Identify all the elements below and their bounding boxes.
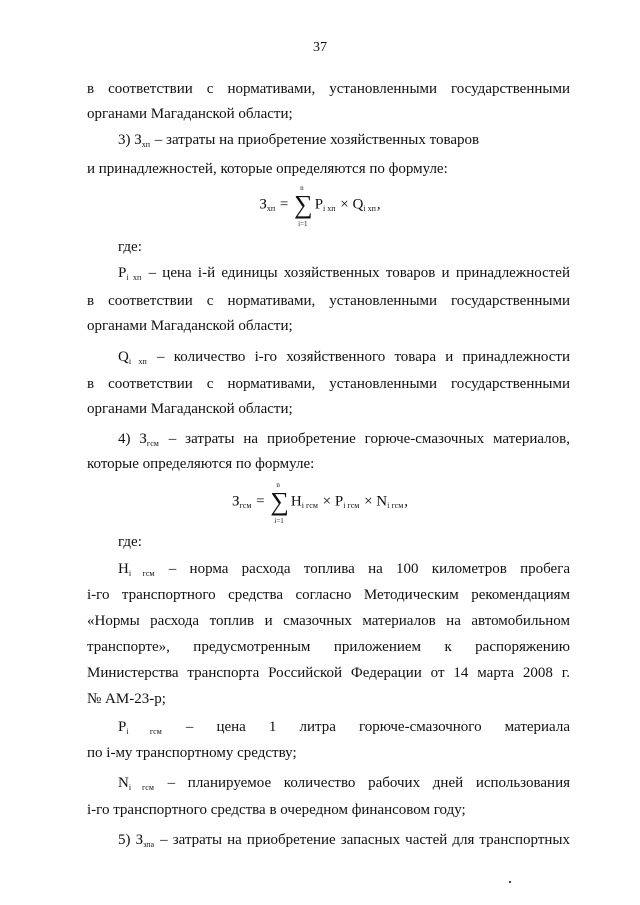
sum-lower: i=1: [298, 220, 308, 228]
formula-term-sub: i гсм: [387, 501, 404, 511]
text-span: P: [118, 719, 127, 735]
text-span: Q: [118, 349, 129, 365]
formula-eq: =: [276, 196, 293, 213]
definition-line: [118, 348, 570, 371]
text-line: органами Магаданской области;: [87, 401, 293, 417]
formula-term-sub: i хп: [323, 204, 336, 214]
sigma-symbol: ∑: [270, 487, 289, 516]
definition-line: [118, 560, 570, 583]
text-line: i-го транспортного средства в очередном финансовом году;: [87, 802, 466, 818]
text-span: – затраты на приобретение хозяйственных товаров: [151, 132, 480, 148]
text-line: № АМ-23-р;: [87, 691, 166, 707]
subscript: i гсм: [128, 569, 155, 578]
formula-term: P: [314, 196, 324, 213]
definition-line: [118, 264, 570, 287]
formula-lhs: З: [231, 493, 240, 510]
text-line: Министерства транспорта Российской Федерации от 14 марта 2008 г.: [87, 665, 570, 681]
subscript: i хп: [126, 273, 142, 282]
formula-term-sub: i хп: [363, 204, 376, 214]
definition-line: [118, 718, 570, 741]
formula-fuel-lubricants: [0, 481, 640, 525]
text-line: транспорте», предусмотренным приложением к распоряжению: [87, 639, 570, 655]
text-span: – норма расхода топлива на 100 километров пробега: [155, 561, 570, 577]
text-line: органами Магаданской области;: [87, 106, 293, 122]
item-3-line: [118, 131, 570, 154]
text-line: i-го транспортного средства согласно Методическим рекомендациям: [87, 587, 570, 603]
subscript: гсм: [146, 439, 159, 448]
text-line: в соответствии с нормативами, установленными государственными: [87, 293, 570, 309]
subscript: зпа: [143, 840, 155, 849]
text-line: где:: [118, 239, 142, 255]
subscript: i гсм: [126, 727, 162, 736]
sum-upper: n: [300, 184, 304, 192]
sum-operator: [270, 481, 289, 525]
text-span: – цена i-й единицы хозяйственных товаров и принадлежностей: [142, 265, 570, 281]
subscript: i гсм: [128, 783, 154, 792]
formula-lhs-sub: хп: [266, 204, 276, 214]
formula-term: P: [334, 493, 344, 510]
text-line: в соответствии с нормативами, установленными государственными: [87, 376, 570, 392]
formula-eq: =: [252, 493, 269, 510]
subscript: i хп: [128, 357, 147, 366]
text-span: H: [118, 561, 129, 577]
text-span: 5) З: [118, 832, 144, 848]
formula-term: N: [376, 493, 388, 510]
formula-end: ,: [376, 196, 381, 213]
sum-operator: [294, 184, 313, 228]
text-span: P: [118, 265, 127, 281]
text-span: – планируемое количество рабочих дней использования: [154, 775, 570, 791]
text-span: – цена 1 литра горюче-смазочного материала: [162, 719, 570, 735]
formula-lhs: З: [259, 196, 267, 213]
sum-lower: i=1: [274, 517, 284, 525]
sum-upper: n: [276, 481, 280, 489]
scan-speck: [509, 881, 511, 883]
formula-times: ×: [318, 493, 335, 510]
formula-times: ×: [336, 196, 353, 213]
formula-term: Q: [352, 196, 364, 213]
formula-lhs-sub: гсм: [239, 501, 252, 511]
text-line: органами Магаданской области;: [87, 318, 293, 334]
text-line: где:: [118, 534, 142, 550]
page-number: 37: [313, 40, 327, 55]
text-line: и принадлежностей, которые определяются по формуле:: [87, 161, 448, 177]
text-line: в соответствии с нормативами, установленными государственными: [87, 81, 570, 97]
item-5-line: [118, 831, 570, 854]
definition-line: [118, 774, 570, 797]
formula-term-sub: i гсм: [343, 501, 360, 511]
text-span: – затраты на приобретение запасных частей для транспортных: [155, 832, 571, 848]
text-line: «Нормы расхода топлив и смазочных материалов на автомобильном: [87, 613, 570, 629]
formula-times: ×: [360, 493, 377, 510]
formula-term-sub: i гсм: [301, 501, 318, 511]
text-span: 3) З: [118, 132, 142, 148]
text-span: – количество i-го хозяйственного товара и принадлежности: [147, 349, 570, 365]
formula-term: H: [290, 493, 302, 510]
subscript: хп: [141, 140, 151, 149]
formula-end: ,: [404, 493, 409, 510]
formula-household-goods: [0, 184, 640, 228]
text-line: по i-му транспортному средству;: [87, 745, 297, 761]
sigma-symbol: ∑: [294, 190, 313, 219]
text-span: N: [118, 775, 129, 791]
text-span: 4) З: [118, 431, 147, 447]
text-span: – затраты на приобретение горюче-смазочных материалов,: [159, 431, 570, 447]
text-line: которые определяются по формуле:: [87, 456, 315, 472]
item-4-line: [118, 430, 570, 453]
